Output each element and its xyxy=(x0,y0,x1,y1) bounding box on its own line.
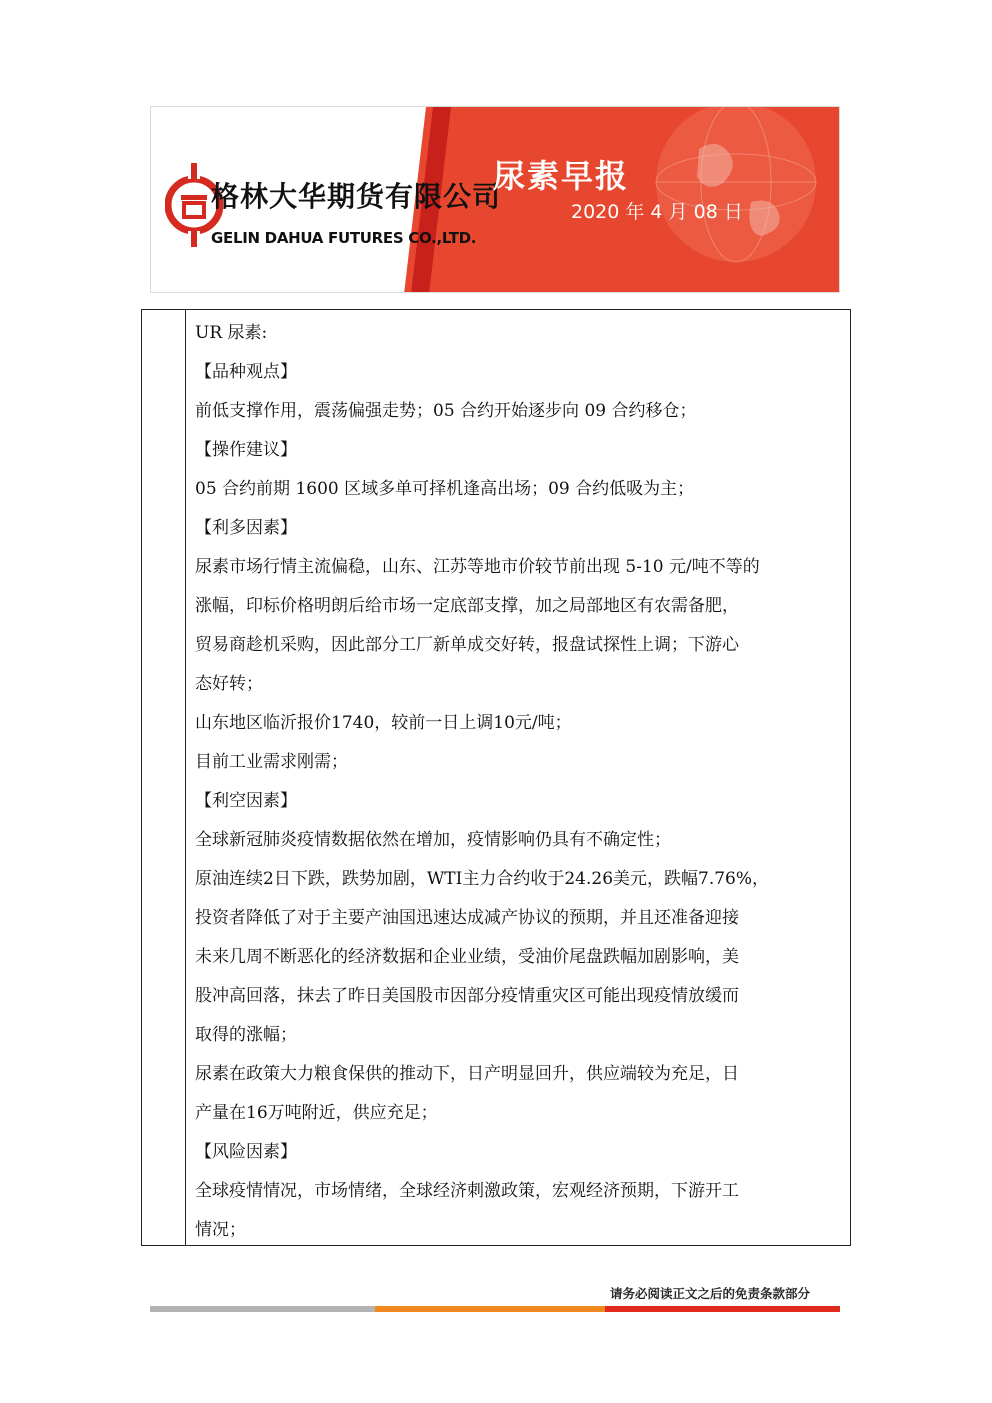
report-date: 2020 年 4 月 08 日 xyxy=(571,201,743,223)
report-body xyxy=(195,314,845,1250)
footer-bar-grey xyxy=(150,1306,375,1312)
report-header-banner xyxy=(150,106,840,293)
body-line: 目前工业需求刚需； xyxy=(195,752,348,772)
report-title: 尿素早报 xyxy=(493,157,630,195)
content-table xyxy=(141,309,851,1246)
disclaimer-note: 请务必阅读正文之后的免责条款部分 xyxy=(610,1286,811,1301)
body-line: 涨幅，印标价格明朗后给市场一定底部支撑，加之局部地区有农需备肥， xyxy=(195,596,739,616)
body-line: 【品种观点】 xyxy=(195,362,297,382)
body-line: 山东地区临沂报价1740，较前一日上调10元/吨； xyxy=(195,713,572,733)
body-line: 尿素在政策大力粮食保供的推动下，日产明显回升，供应端较为充足，日 xyxy=(195,1064,739,1084)
body-line: 前低支撑作用，震荡偏强走势；05 合约开始逐步向 09 合约移仓； xyxy=(195,401,697,421)
footer-bar-orange xyxy=(375,1306,605,1312)
body-line: 【操作建议】 xyxy=(195,440,297,460)
globe-graphic xyxy=(656,107,816,262)
body-line: 态好转； xyxy=(195,674,263,694)
body-line: 未来几周不断恶化的经济数据和企业业绩，受油价尾盘跌幅加剧影响，美 xyxy=(195,947,739,967)
body-line: 贸易商趁机采购，因此部分工厂新单成交好转，报盘试探性上调；下游心 xyxy=(195,635,739,655)
body-line: 【利空因素】 xyxy=(195,791,297,811)
body-line: 原油连续2日下跌，跌势加剧，WTI主力合约收于24.26美元，跌幅7.76%， xyxy=(195,869,770,889)
body-line: 全球疫情情况，市场情绪，全球经济刺激政策，宏观经济预期，下游开工 xyxy=(195,1181,739,1201)
body-line: 尿素市场行情主流偏稳，山东、江苏等地市价较节前出现 5-10 元/吨不等的 xyxy=(195,557,760,577)
body-line: 股冲高回落，抹去了昨日美国股市因部分疫情重灾区可能出现疫情放缓而 xyxy=(195,986,739,1006)
company-name-cn: 格林大华期货有限公司 xyxy=(211,180,502,213)
body-line: 产量在16万吨附近，供应充足； xyxy=(195,1103,438,1123)
body-line: 全球新冠肺炎疫情数据依然在增加，疫情影响仍具有不确定性； xyxy=(195,830,671,850)
body-line: UR 尿素: xyxy=(195,323,268,343)
body-line: 取得的涨幅； xyxy=(195,1025,297,1045)
footer-bar-red xyxy=(605,1306,840,1312)
company-name-en: GELIN DAHUA FUTURES CO.,LTD. xyxy=(211,229,477,247)
body-line: 投资者降低了对于主要产油国迅速达成减产协议的预期，并且还准备迎接 xyxy=(195,908,739,928)
table-left-column xyxy=(142,310,186,1245)
body-line: 05 合约前期 1600 区域多单可择机逢高出场；09 合约低吸为主； xyxy=(195,479,695,499)
body-line: 【风险因素】 xyxy=(195,1142,297,1162)
body-line: 情况； xyxy=(195,1220,246,1240)
body-line: 【利多因素】 xyxy=(195,518,297,538)
